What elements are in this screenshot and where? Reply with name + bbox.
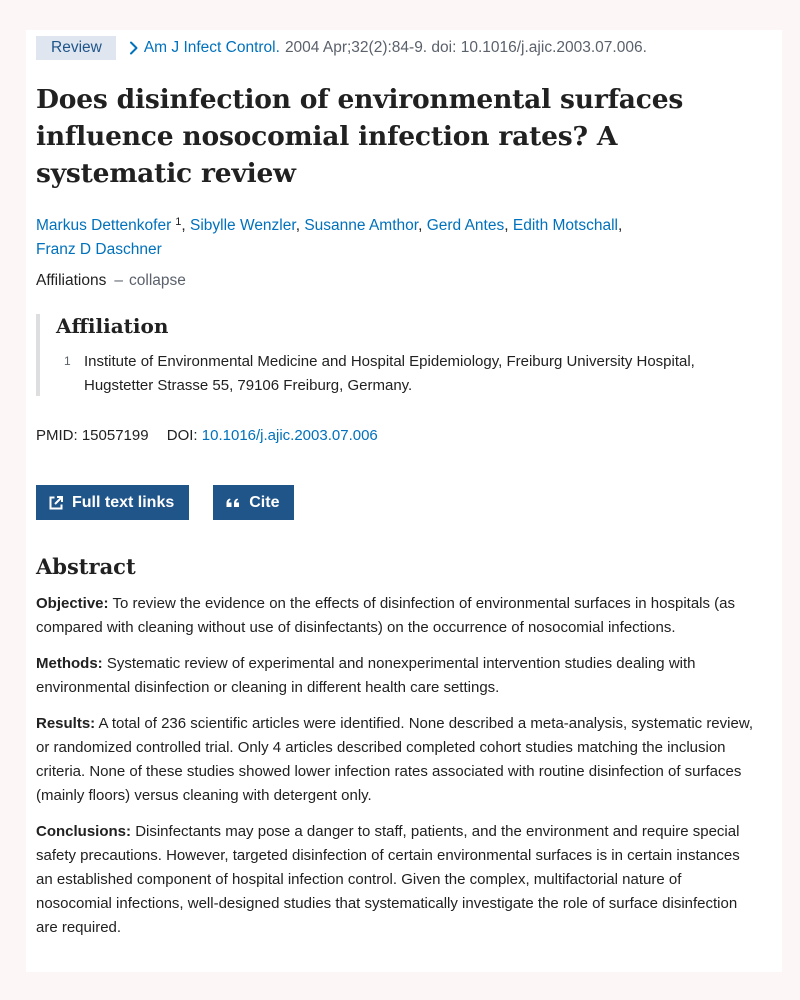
article-title: Does disinfection of environmental surfaces influence nosocomial infection rates? A systematic review — [36, 84, 684, 189]
affiliation-text: Institute of Environmental Medicine and Hospital Epidemiology, Freiburg University Hospital, Hugstetter Strasse 55, 79106 Freiburg, Germany. — [84, 353, 695, 394]
pmid-value: 15057199 — [81, 427, 149, 444]
section-label: Objective: — [36, 595, 109, 612]
section-text: Systematic review of experimental and nonexperimental intervention studies dealing with environmental disinfection or cleaning in different health care settings. — [36, 655, 696, 696]
full-text-links-label: Full text links — [72, 493, 175, 511]
author-link[interactable]: Sibylle Wenzler — [190, 217, 296, 234]
affiliations-label: Affiliations — [36, 272, 107, 289]
article-identifiers — [36, 426, 378, 446]
doi-link[interactable]: 10.1016/j.ajic.2003.07.006 — [201, 427, 378, 444]
author-link[interactable]: Edith Motschall — [512, 217, 618, 234]
external-link-icon — [48, 495, 64, 511]
pmid-label: PMID: — [36, 427, 78, 444]
abstract-heading: Abstract — [36, 554, 136, 579]
author-link[interactable]: Franz D Daschner — [36, 241, 162, 258]
author-list: Markus Dettenkofer $^1$, Sibylle Wenzler, Susanne Amthor, Gerd Antes, Edith Motschall, Franz D Daschner — [36, 216, 623, 258]
abstract-body — [36, 592, 760, 952]
doi-label: DOI: — [166, 427, 198, 444]
cite-button[interactable] — [213, 485, 294, 520]
section-label: Results: — [36, 715, 96, 732]
affiliation-block — [36, 314, 760, 396]
section-text: A total of 236 scientific articles were identified. None described a meta-analysis, systematic review, or randomized controlled trial. Only 4 articles described completed cohort studies matching the inclusion criteria. None of these studies showed lower infection rates associated with routine disinfection of surfaces (mainly floors) versus cleaning with detergent only. — [36, 715, 754, 804]
section-label: Methods: — [36, 655, 103, 672]
review-badge: Review — [36, 36, 116, 60]
article-page — [26, 30, 782, 972]
citation-line — [36, 36, 647, 60]
abstract-results — [36, 712, 760, 808]
full-text-links-button[interactable] — [36, 485, 189, 520]
affiliation-heading: Affiliation — [56, 314, 169, 338]
action-buttons — [36, 485, 318, 520]
collapse-link[interactable]: collapse — [129, 272, 186, 289]
affiliations-toggle[interactable]: Affiliations – collapse — [36, 272, 186, 289]
abstract-conclusions — [36, 820, 760, 940]
author-link[interactable]: Susanne Amthor — [304, 217, 419, 234]
citation-details: 2004 Apr;32(2):84-9. doi: 10.1016/j.ajic.2003.07.006. — [284, 39, 647, 56]
journal-link[interactable]: Am J Infect Control. — [143, 39, 280, 56]
affiliation-ref-link[interactable]: 1 — [175, 216, 182, 228]
quote-icon — [225, 495, 241, 511]
author-link[interactable]: Markus Dettenkofer — [36, 217, 172, 234]
cite-label: Cite — [249, 493, 280, 511]
abstract-methods — [36, 652, 760, 700]
abstract-objective — [36, 592, 760, 640]
chevron-right-icon — [124, 36, 144, 60]
affiliation-number: 1 — [64, 354, 71, 368]
section-text: To review the evidence on the effects of disinfection of environmental surfaces in hospitals (as compared with cleaning without use of disinfectants) on the occurrence of nosocomial infections. — [36, 595, 736, 636]
section-text: Disinfectants may pose a danger to staff, patients, and the environment and require special safety precautions. However, targeted disinfection of certain environmental surfaces is in certain instances an established component of hospital infection control. Given the complex, multifactorial nature of nosocomial infections, well-designed studies that systematically investigate the role of surface disinfection are required. — [36, 823, 740, 936]
author-link[interactable]: Gerd Antes — [426, 217, 505, 234]
affiliation-item — [64, 350, 754, 398]
section-label: Conclusions: — [36, 823, 132, 840]
